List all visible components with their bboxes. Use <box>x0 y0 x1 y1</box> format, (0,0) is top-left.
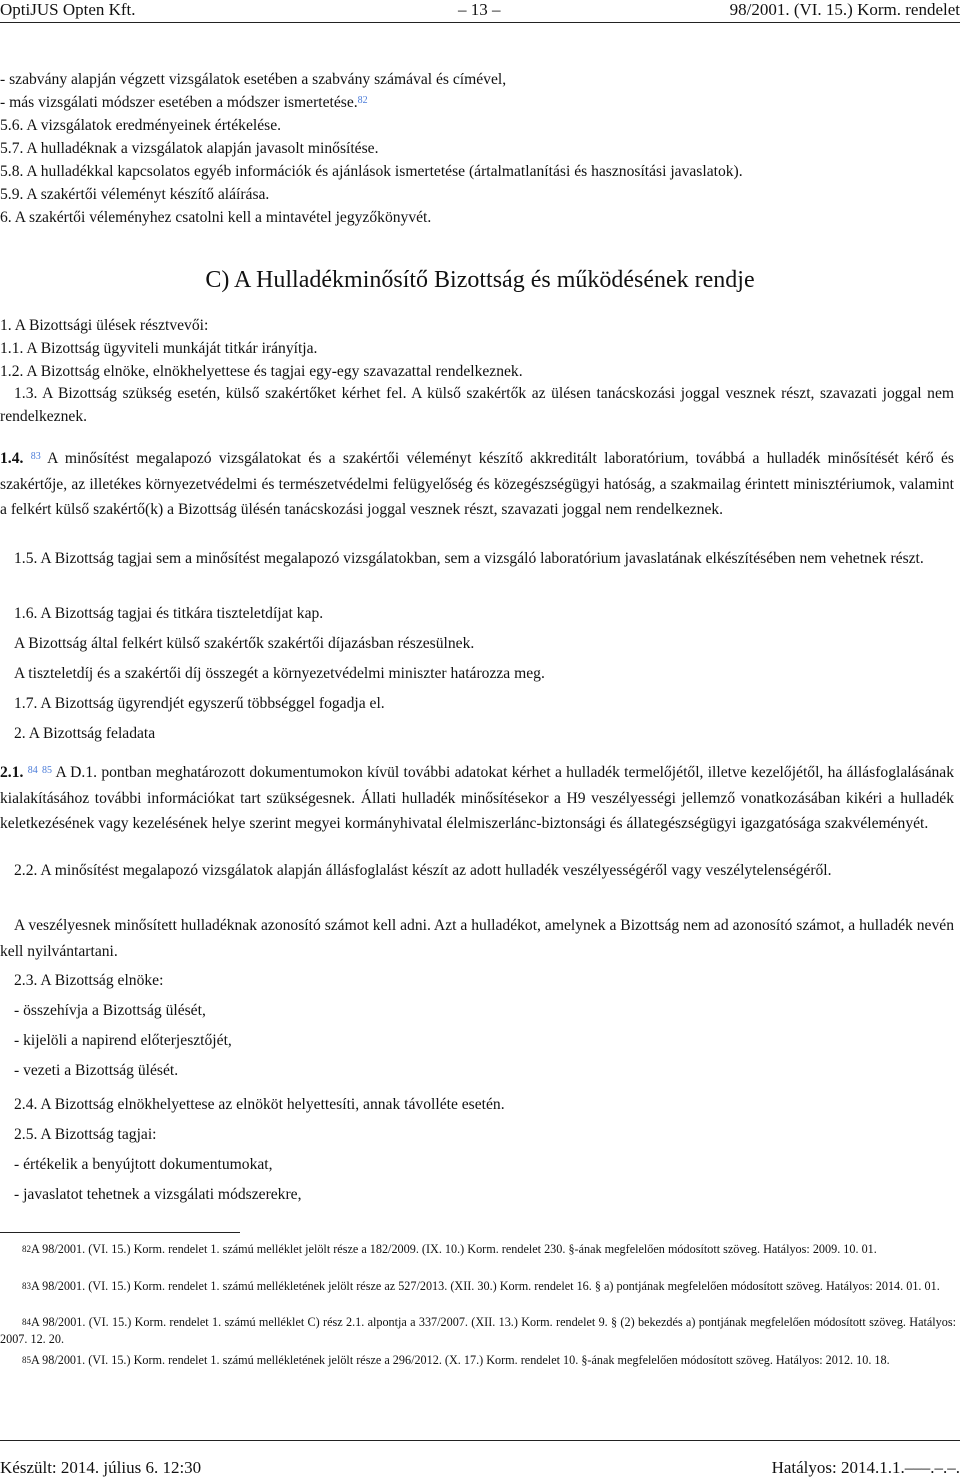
paragraph: A veszélyesnek minősített hulladéknak azonosító számot kell adni. Azt a hulladékot, amelynek a Bizottság nem ad azonosító számot, a hulladék nevén kell nyilvántartani. <box>0 917 954 960</box>
paragraph: 1.1. A Bizottság ügyviteli munkáját titkár irányítja. <box>0 340 318 357</box>
footer-created: Készült: 2014. július 6. 12:30 <box>0 1458 202 1477</box>
page-number: – 13 – <box>458 0 501 19</box>
paragraph-label: 2.1. <box>0 764 24 781</box>
paragraph: A tiszteletdíj és a szakértői díj összegét a környezetvédelmi miniszter határozza meg. <box>14 665 545 682</box>
list-item: - szabvány alapján végzett vizsgálatok esetében a szabvány számával és címével, <box>0 71 507 88</box>
paragraph: 1.3. A Bizottság szükség esetén, külső szakértőket kérhet fel. A külső szakértők az ülésen tanácskozási joggal vesznek részt, szavazati joggal nem rendelkeznek. <box>0 385 954 425</box>
footer-effective: Hatályos: 2014.1.1.–––.–.–. <box>771 1458 960 1477</box>
footnote-ref-83[interactable]: 83 <box>30 451 41 462</box>
footnote-84: $^{84}$A 98/2001. (VI. 15.) Korm. rendelet 1. számú melléklet C) rész 2.1. alpontja a 337/2007. (XII. 13.) Korm. rendelet 9. § (2) bekezdés a) pontjának megfelelően módosított szöveg. Hatályos: 2007. 12. 20. <box>0 1315 956 1346</box>
paragraph-1-4: 1.4. $^{83}$ A minősítést megalapozó vizsgálatokat és a szakértői véleményt készítő akkreditált laboratórium, továbbá a hulladék minősítését kérő és szakértője, az illetékes környezetvédelmi és természetvédelmi felügyelőség és közegészségügyi hatóság, a szakmailag érintett minisztériumok, valamint a felkért külső szakértő(k) a Bizottság ülésén tanácskozási joggal vesznek részt, szavazati joggal nem rendelkeznek. <box>0 450 954 519</box>
footnote-ref-84[interactable]: 84 <box>27 765 38 776</box>
footnote-ref-85[interactable]: 85 <box>42 765 53 776</box>
header-act-title: 98/2001. (VI. 15.) Korm. rendelet <box>729 0 960 19</box>
footnote-85: $^{85}$A 98/2001. (VI. 15.) Korm. rendelet 1. számú mellékletének jelölt része a 296/2012. (X. 17.) Korm. rendelet 10. §-ának megfelelően módosított szöveg. Hatályos: 2012. 10. 18. <box>22 1353 890 1367</box>
list-item: 5.9. A szakértői véleményt készítő aláírása. <box>0 186 270 203</box>
paragraph-label: 1.4. <box>0 450 24 467</box>
paragraph: 2.3. A Bizottság elnöke: <box>14 972 164 989</box>
list-item: 5.6. A vizsgálatok eredményeinek értékelése. <box>0 117 282 134</box>
paragraph: 1.6. A Bizottság tagjai és titkára tiszteletdíjat kap. <box>14 605 324 622</box>
footnote-82: $^{82}$A 98/2001. (VI. 15.) Korm. rendelet 1. számú melléklet jelölt része a 182/2009. (IX. 10.) Korm. rendelet 230. §-ának megfelelően módosított szöveg. Hatályos: 2009. 10. 01. <box>22 1242 877 1256</box>
list-item: 5.7. A hulladéknak a vizsgálatok alapján javasolt minősítése. <box>0 140 379 157</box>
footnote-divider <box>0 1232 240 1233</box>
paragraph: 2.5. A Bizottság tagjai: <box>14 1126 157 1143</box>
paragraph: 1.7. A Bizottság ügyrendjét egyszerű többséggel fogadja el. <box>14 695 385 712</box>
section-title: C) A Hulladékminősítő Bizottság és működésének rendje <box>205 267 755 293</box>
footer-divider <box>0 1440 960 1441</box>
paragraph: 2.2. A minősítést megalapozó vizsgálatok alapján állásfoglalást készít az adott hulladék veszélyességéről vagy veszélytelenségéről. <box>14 862 832 879</box>
footnote-83: $^{83}$A 98/2001. (VI. 15.) Korm. rendelet 1. számú mellékletének jelölt része az 527/2013. (XII. 30.) Korm. rendelet 16. § a) pontjának megfelelően módosított szöveg. Hatályos: 2014. 01. 01. <box>22 1279 940 1293</box>
list-item: - más vizsgálati módszer esetében a módszer ismertetése.$^{82}$ <box>0 94 368 111</box>
list-item: - értékelik a benyújtott dokumentumokat, <box>14 1156 273 1173</box>
paragraph: 2.4. A Bizottság elnökhelyettese az elnököt helyettesíti, annak távolléte esetén. <box>14 1096 505 1113</box>
footnote-ref-82[interactable]: 82 <box>357 95 368 106</box>
paragraph: 1.5. A Bizottság tagjai sem a minősítést megalapozó vizsgálatokban, sem a vizsgáló laboratórium javaslatának elkészítésében nem vehetnek részt. <box>14 550 924 567</box>
list-item: 5.8. A hulladékkal kapcsolatos egyéb információk és ajánlások ismertetése (ártalmatlanítási és hasznosítási javaslatok). <box>0 163 743 180</box>
paragraph: 1. A Bizottsági ülések résztvevői: <box>0 317 209 334</box>
list-item: - vezeti a Bizottság ülését. <box>14 1062 179 1079</box>
paragraph-2-1: 2.1. $^{84}$ $^{85}$ A D.1. pontban meghatározott dokumentumokon kívül további adatokat kérhet a hulladék termelőjétől, illetve kezelőjétől, ha állásfoglalásának kialakításához további információkat tart szükségesnek. Állati hulladék minősítésekor a H9 veszélyességi jellemző vonatkozásában kikéri a hulladék keletkezésének vagy kezelésének helye szerint megyei kormányhivatal élelmiszerlánc-biztonsági és állategészségügyi igazgatósága szakvéleményét. <box>0 764 954 833</box>
paragraph: 1.2. A Bizottság elnöke, elnökhelyettese és tagjai egy-egy szavazattal rendelkeznek. <box>0 363 523 380</box>
header-source: OptiJUS Opten Kft. <box>0 0 136 19</box>
list-item: - kijelöli a napirend előterjesztőjét, <box>14 1032 232 1049</box>
subheading: 2. A Bizottság feladata <box>14 725 156 742</box>
list-item: - javaslatot tehetnek a vizsgálati módszerekre, <box>14 1186 302 1203</box>
list-item: 6. A szakértői véleményhez csatolni kell a mintavétel jegyzőkönyvét. <box>0 209 432 226</box>
list-item: - összehívja a Bizottság ülését, <box>14 1002 206 1019</box>
header-divider <box>0 22 960 23</box>
paragraph: A Bizottság által felkért külső szakértők szakértői díjazásban részesülnek. <box>14 635 475 652</box>
